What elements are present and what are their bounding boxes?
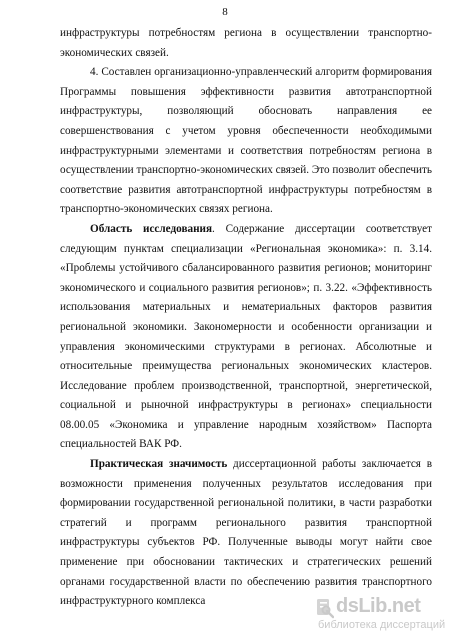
- page-number: 8: [222, 6, 228, 18]
- paragraph-practical-significance: [60, 455, 432, 612]
- document-body: [60, 24, 432, 612]
- watermark-subtitle: библиотека диссертаций: [318, 619, 446, 631]
- practical-significance-heading: Практическая значимость: [90, 458, 228, 471]
- watermark: [314, 595, 446, 633]
- paragraph-research-area: [60, 220, 432, 455]
- paragraph-continuation: инфраструктуры потребностям региона в осуществлении транспортно-экономических связей.: [60, 27, 432, 59]
- research-area-heading: Область исследования: [90, 222, 213, 235]
- paragraph-item-4: 4. Составлен организационно-управленческий алгоритм формирования Программы повышения эффективности развития автотранспортной инфраструктуры, позволяющий обосновать направления ее совершенствования с учетом уровня обеспеченности необходимыми инфраструктурными элементами и соответствия потребностям региона в осуществлении транспортно-экономических связей. Это позволит обеспечить соответствие развития автотранспортной инфраструктуры потребностям в транспортно-экономических связях региона.: [60, 66, 432, 216]
- watermark-name: dsLib.net: [336, 595, 421, 617]
- research-area-text: . Содержание диссертации соответствует следующим пунктам специализации «Региональная экономика»: п. 3.14. «Проблемы устойчивого сбалансированного развития регионов; мониторинг экономического и социального развития регионов»; п. 3.22. «Эффективность использования материальных и нематериальных факторов развития региональной экономики. Закономерности и особенности организации и управления экономическими структурами в регионах. Абсолютные и относительные преимущества региональных экономических кластеров. Исследование проблем производственной, транспортной, энергетической, социальной и рыночной инфраструктуры в регионах» специальности 08.00.05 «Экономика и управление народным хозяйством» Паспорта специальностей ВАК РФ.: [60, 222, 432, 451]
- practical-significance-text: диссертационной работы заключается в возможности применения полученных результатов исследования при формировании государственной региональной политики, в части разработки стратегий и программ регионального развития транспортной инфраструктуры субъектов РФ. Полученные выводы могут найти свое применение при обосновании тактических и стратегических решений органами государственной власти по обеспечению развития транспортного инфраструктурного комплекса: [60, 458, 433, 608]
- dslib-logo-icon: [314, 597, 334, 619]
